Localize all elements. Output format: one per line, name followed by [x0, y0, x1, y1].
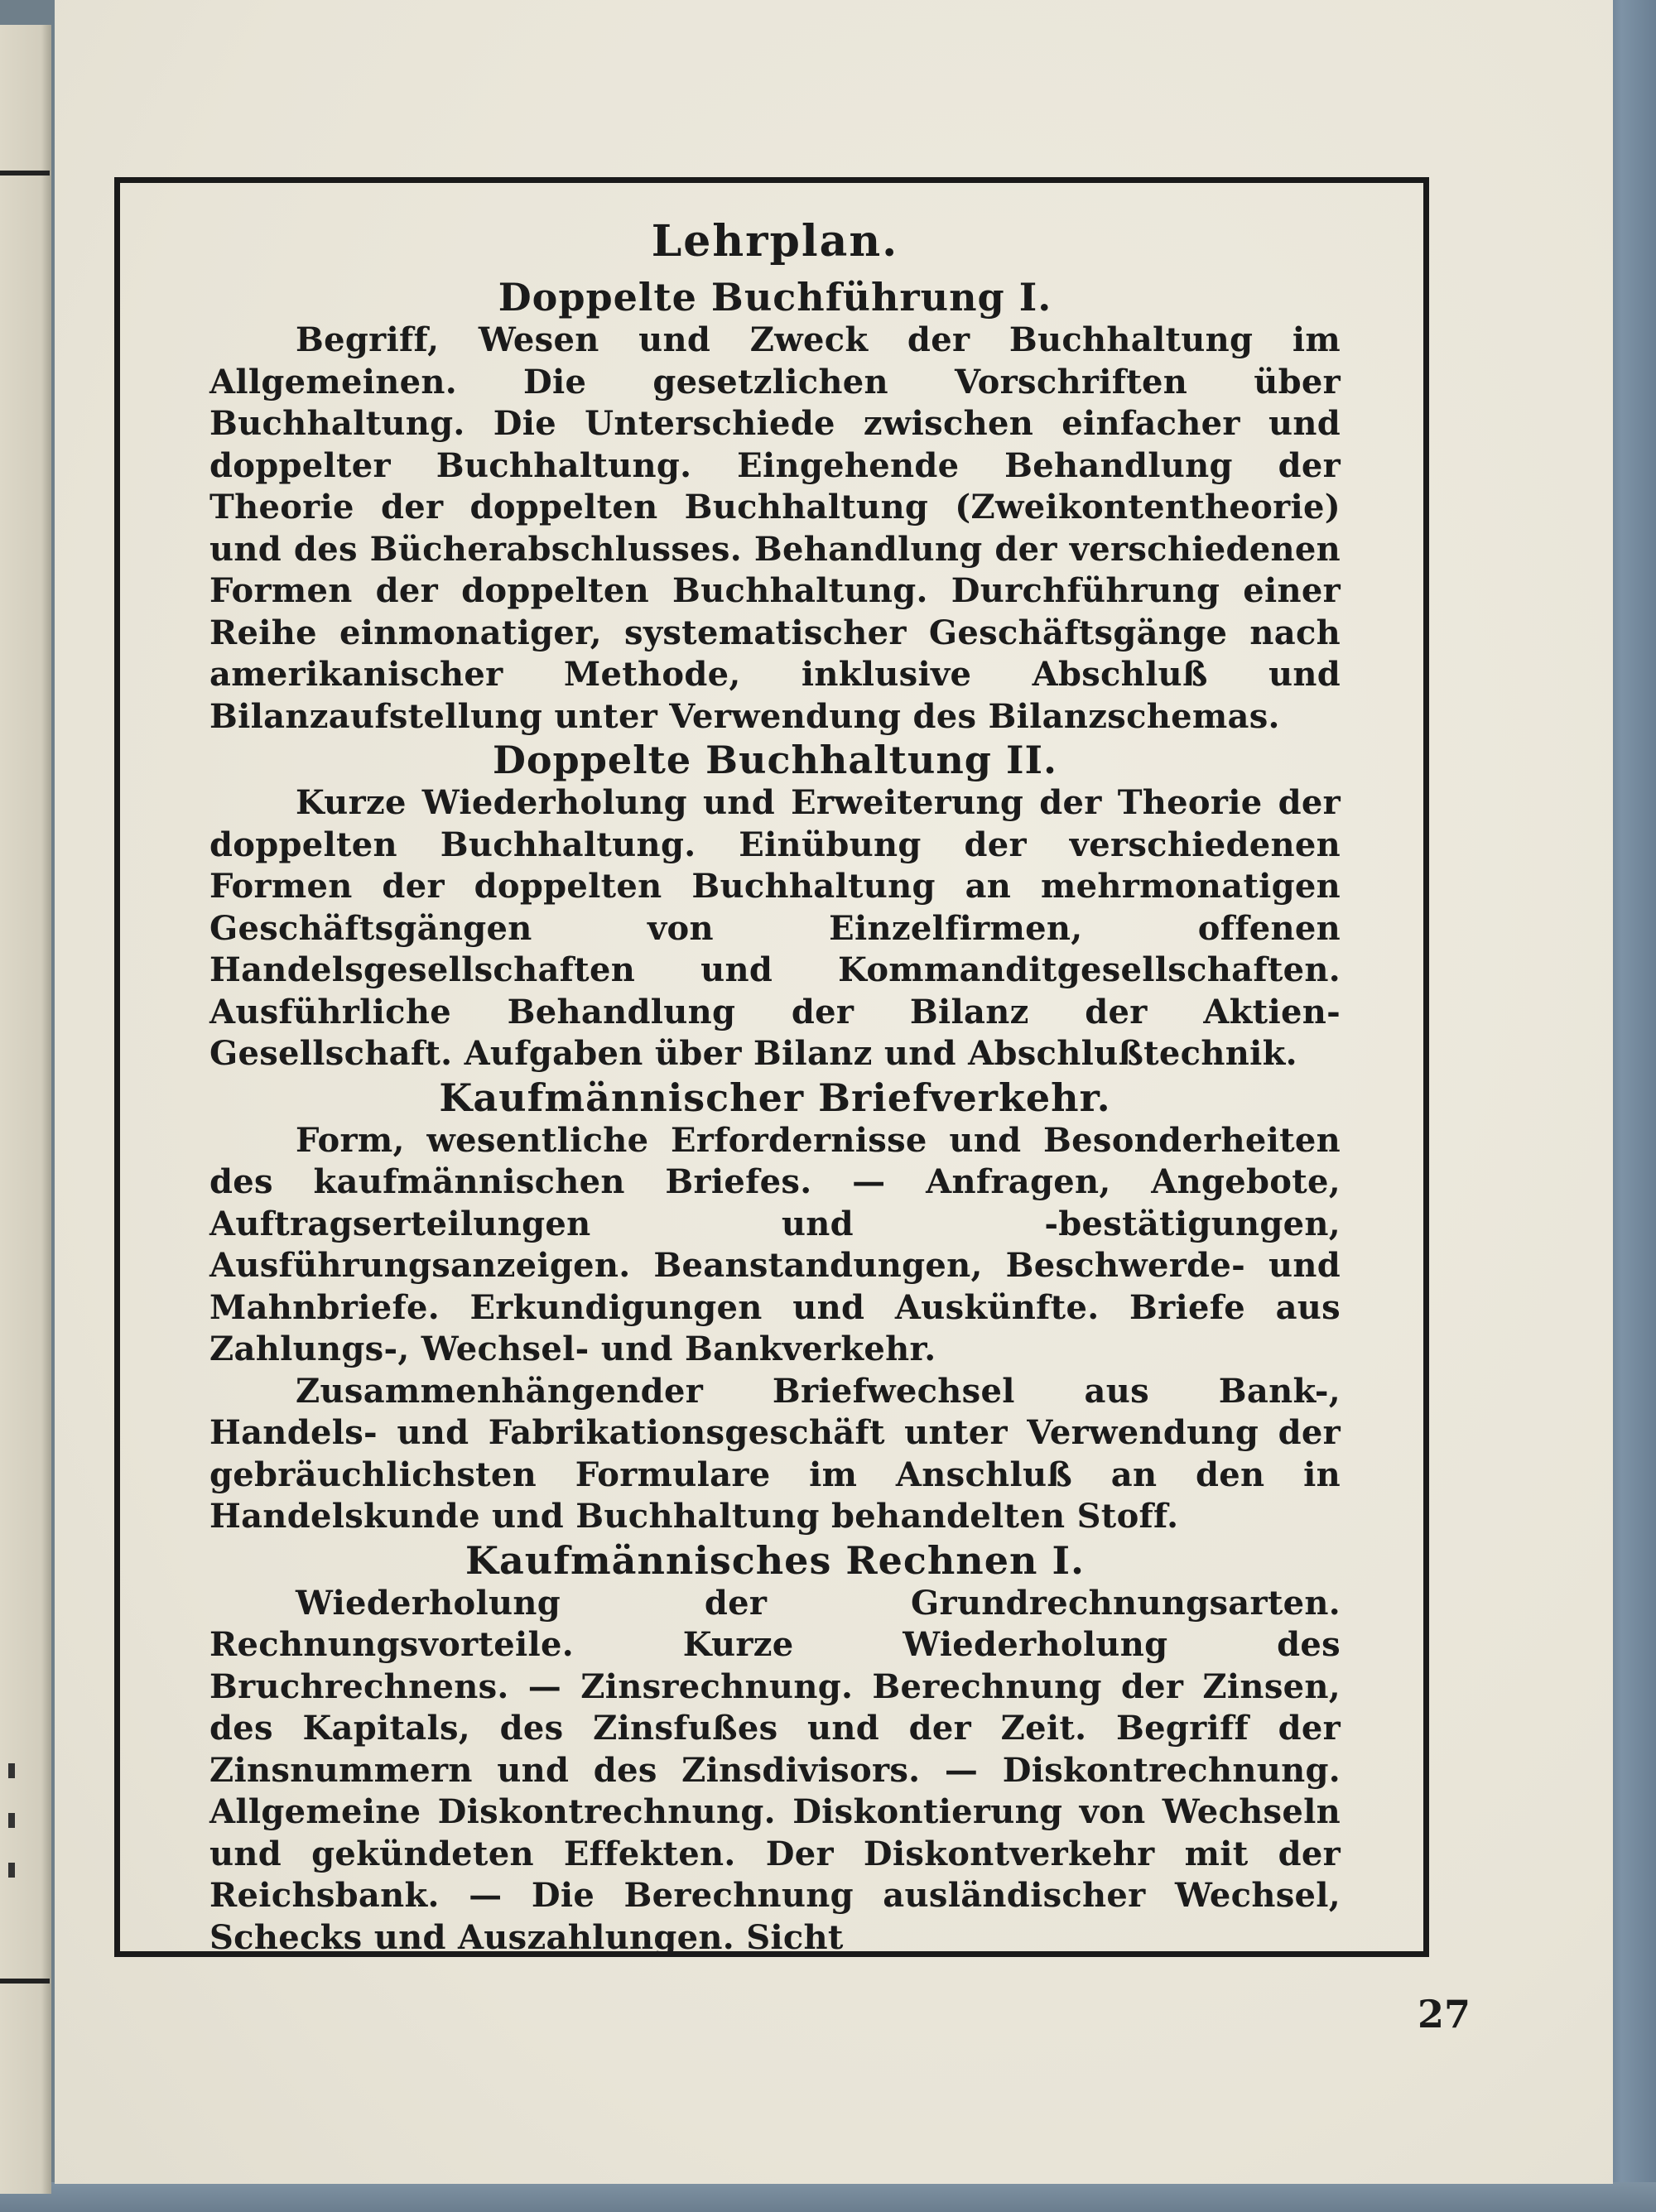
- previous-page-text-fragment: [8, 1763, 15, 1778]
- previous-page-rule-top: [0, 171, 50, 176]
- section-title-doppelte-buchhaltung-2: Doppelte Buchhaltung II.: [492, 738, 1058, 782]
- section-paragraph: Form, wesentliche Erfordernisse und Besonderheiten des kaufmännischen Briefes. — Anfragen, Angebote, Auftragserteilungen und -bestätigungen, Ausführungsanzeigen. Beanstandungen, Beschwerde- und Mahnbriefe. Erkundigungen und Auskünfte. Briefe aus Zahlungs-, Wechsel- und Bankverkehr.: [209, 1120, 1341, 1368]
- page-title: Lehrplan.: [651, 216, 899, 267]
- section-paragraph: Begriff, Wesen und Zweck der Buchhaltung im Allgemeinen. Die gesetzlichen Vorschriften über Buchhaltung. Die Unterschiede zwischen einfacher und doppelter Buchhaltung. Eingehende Behandlung der Theorie der doppelten Buchhaltung (Zweikontentheorie) und des Bücherabschlusses. Behandlung der verschiedenen Formen der doppelten Buchhaltung. Durchführung einer Reihe einmonatiger, systematischer Geschäftsgänge nach amerikanischer Methode, inklusive Abschluß und Bilanzaufstellung unter Verwendung des Bilanzschemas.: [209, 320, 1341, 736]
- section-title-kaufmaennisches-rechnen-1: Kaufmännisches Rechnen I.: [465, 1537, 1086, 1583]
- section-paragraph: Kurze Wiederholung und Erweiterung der Theorie der doppelten Buchhaltung. Einübung der verschiedenen Formen der doppelten Buchhaltung an mehrmonatigen Geschäftsgängen von Einzelfirmen, offenen Handelsgesellschaften und Kommanditgesellschaften. Ausführliche Behandlung der Bilanz der Aktien-Gesellschaft. Aufgaben über Bilanz und Abschlußtechnik.: [209, 783, 1341, 1073]
- page-number: 27: [1418, 1992, 1471, 2036]
- section-paragraph: Zusammenhängender Briefwechsel aus Bank-, Handels- und Fabrikationsgeschäft unter Verwendung der gebräuchlichsten Formulare im Anschluß an den in Handelskunde und Buchhaltung behandelten Stoff.: [209, 1371, 1341, 1536]
- previous-page-edge: [0, 25, 51, 2194]
- page-frame: [114, 177, 1429, 1957]
- previous-page-text-fragment: [8, 1863, 15, 1878]
- book-cover-bottom: [0, 2182, 1656, 2212]
- section-title-doppelte-buchfuehrung-1: Doppelte Buchführung I.: [498, 275, 1052, 320]
- book-page: [55, 0, 1613, 2184]
- previous-page-text-fragment: [8, 1813, 15, 1828]
- previous-page-rule-bottom: [0, 1979, 50, 1984]
- section-paragraph: Wiederholung der Grundrechnungsarten. Rechnungsvorteile. Kurze Wiederholung des Bruchrechnens. — Zinsrechnung. Berechnung der Zinsen, des Kapitals, des Zinsfußes und der Zeit. Begriff der Zinsnummern und des Zinsdivisors. — Diskontrechnung. Allgemeine Diskontrechnung. Diskontierung von Wechseln und gekündeten Effekten. Der Diskontverkehr mit der Reichsbank. — Die Berechnung ausländischer Wechsel, Schecks und Auszahlungen. Sicht: [209, 1583, 1341, 1957]
- page-content: [209, 216, 1341, 1959]
- section-title-kaufmaennischer-briefverkehr: Kaufmännischer Briefverkehr.: [439, 1075, 1111, 1120]
